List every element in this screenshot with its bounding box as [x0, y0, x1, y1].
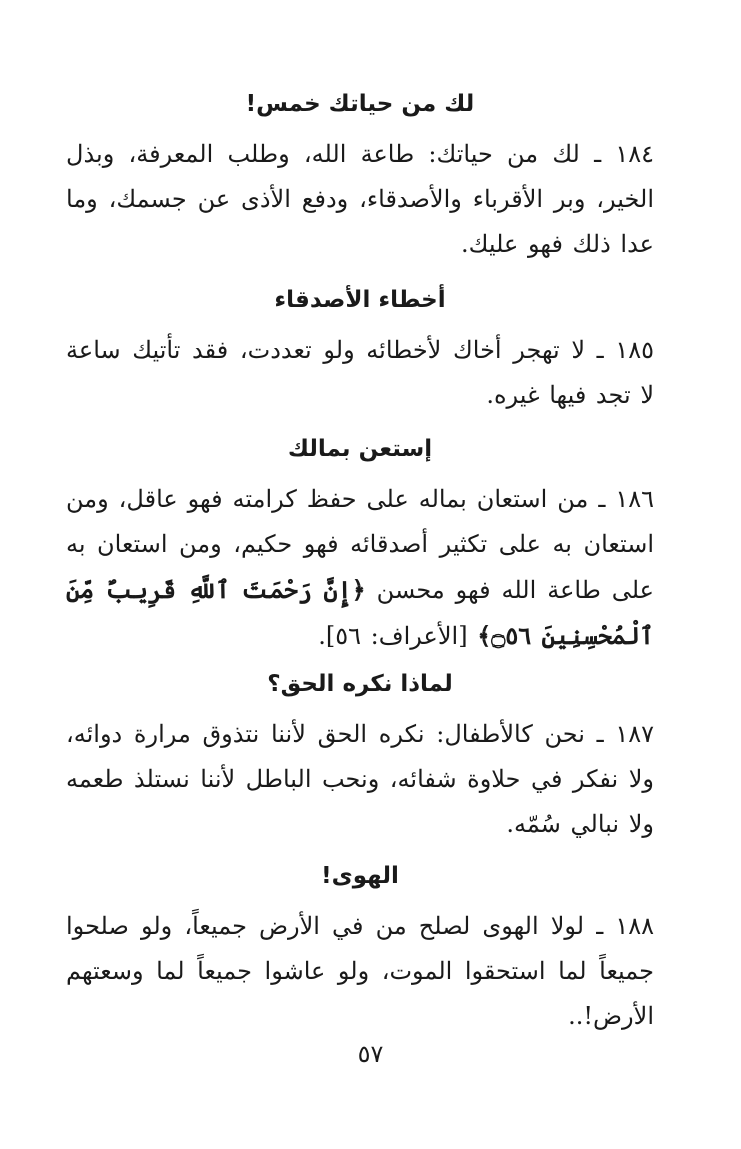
heading-wrap: [66, 660, 654, 712]
heading-wrap: [66, 80, 654, 132]
entry-body: نحن كالأطفال: نكره الحق لأننا نتذوق مرارة دوائه، ولا نفكر في حلاوة شفائه، ونحب الباطل لأننا نستلذ طعمه ولا نبالي سُمّه.: [66, 720, 654, 838]
section-heading: الهوى!: [321, 863, 399, 889]
entry-body: لا تهجر أخاك لأخطائه ولو تعددت، فقد تأتيك ساعة لا تجد فيها غيره.: [66, 336, 654, 409]
entry-text: [66, 328, 654, 418]
entry-number: ١٨٥ ـ: [596, 336, 654, 364]
page-number: ٥٧: [357, 1040, 384, 1068]
entry-number: ١٨٤ ـ: [594, 140, 654, 168]
section-185: [66, 276, 654, 425]
section-188: [66, 852, 654, 1042]
entry-body: من استعان بماله على حفظ كرامته فهو عاقل، ومن استعان به على تكثير أصدقائه فهو حكيم، ومن استعان به على طاعة الله فهو محسن: [66, 485, 654, 604]
heading-wrap: [66, 852, 654, 904]
entry-text: [66, 712, 654, 847]
entry-text: [66, 904, 654, 1039]
entry-body: لك من حياتك: طاعة الله، وطلب المعرفة، وبذل الخير، وبر الأقرباء والأصدقاء، ودفع الأذى عن جسمك، وما عدا ذلك فهو عليك.: [66, 140, 654, 258]
section-heading: لماذا نكره الحق؟: [267, 671, 453, 697]
heading-wrap: [66, 276, 654, 328]
heading-wrap: [66, 425, 654, 477]
entry-body: لولا الهوى لصلح من في الأرض جميعاً، ولو صلحوا جميعاً لما استحقوا الموت، ولو عاشوا جميعاً لما وسعتهم الأرض!..: [66, 912, 654, 1030]
entry-number: ١٨٨ ـ: [596, 912, 654, 940]
section-187: [66, 660, 654, 852]
section-184: [66, 80, 654, 276]
quote-reference: [الأعراف: ٥٦].: [318, 622, 468, 650]
quran-quote: ﴿إِنَّ رَحْمَتَ ٱللَّهِ قَرِيبٌ مِّنَ ٱلْمُحْسِنِينَ ۝٥٦﴾: [66, 575, 654, 650]
section-heading: إستعن بمالك: [287, 436, 433, 462]
page-body: [66, 80, 654, 1042]
entry-text: [66, 132, 654, 267]
section-heading: لك من حياتك خمس!: [245, 91, 475, 117]
entry-text: [66, 477, 654, 659]
entry-number: ١٨٧ ـ: [596, 720, 654, 748]
section-186: [66, 425, 654, 660]
entry-number: ١٨٦ ـ: [598, 485, 654, 513]
section-heading: أخطاء الأصدقاء: [274, 287, 446, 313]
